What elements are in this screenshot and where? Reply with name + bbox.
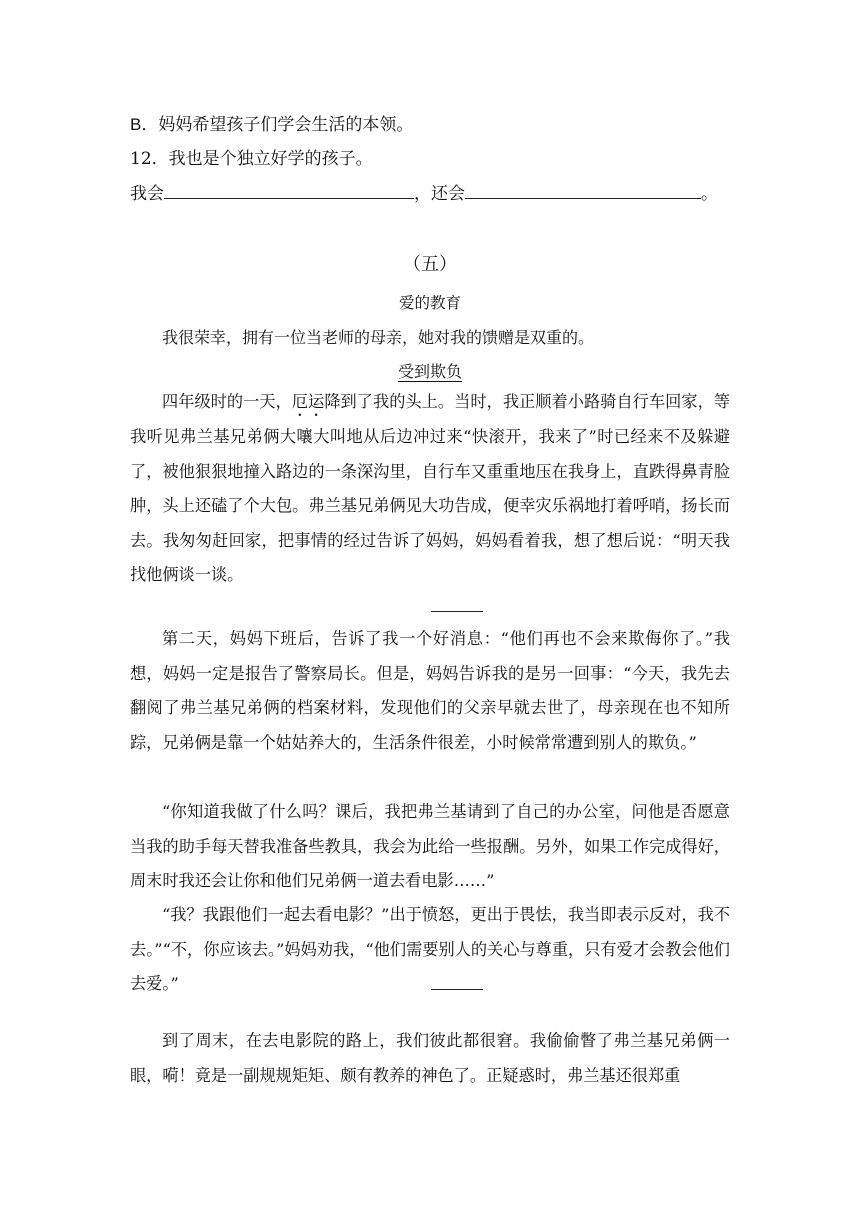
p1-after: 降到了我的头上。当时，我正顺着小路骑自行车回家，等我听见弗兰基兄弟俩大嚷大叫地从后边冲过来“快滚开，我来了”时已经来不及躲避了，被他狠狠地撞入路边的一条深沟里，自行车又重重地压在我身上，直跌得鼻青脸肿，头上还磕了个大包。弗兰基兄弟俩见大功告成，便幸灾乐祸地打着呼哨，扬长而去。我匆匆赶回家，把事情的经过告诉了妈妈，妈妈看着我，想了想后说：“明天我找他俩谈一谈。 xyxy=(130,392,731,584)
answer-prefix: 我会 xyxy=(130,184,164,204)
question-12-answer-line xyxy=(130,179,718,204)
article-title: 爱的教育 xyxy=(398,294,461,312)
answer-blank-1[interactable] xyxy=(164,184,414,199)
answer-middle: ，还会 xyxy=(414,184,465,204)
p1-dotted-word: 厄运 xyxy=(291,392,325,411)
paragraph-3: “你知道我做了什么吗？课后，我把弗兰基请到了自己的办公室，问他是否愿意当我的助手每天替我准备些教具，我会为此给一些报酬。另外，如果工作完成得好，周末时我还会让你和他们兄弟俩一道去看电影……” xyxy=(130,802,730,890)
intro-sentence: 我很荣幸，拥有一位当老师的母亲，她对我的馈赠是双重的。 xyxy=(162,328,595,347)
p1-before: 四年级时的一天， xyxy=(162,392,292,411)
paragraph-4: “我？我跟他们一起去看电影？”出于愤怒，更出于畏怯，我当即表示反对，我不去。”“不，你应该去。”妈妈劝我，“他们需要别人的关心与尊重，只有爱才会教会他们去爱。” xyxy=(130,905,730,993)
question-12-text: 12．我也是个独立好学的孩子。 xyxy=(130,149,373,169)
subheading xyxy=(0,359,860,382)
answer-end: 。 xyxy=(701,184,718,204)
blank-divider-2[interactable] xyxy=(431,989,483,990)
subheading-text: 受到欺负 xyxy=(397,362,462,381)
section-number: （五） xyxy=(403,254,457,275)
question-12 xyxy=(130,144,373,169)
paragraph-2: 第二天，妈妈下班后，告诉了我一个好消息：“他们再也不会来欺侮你了。”我想，妈妈一定是报告了警察局长。但是，妈妈告诉我的是另一回事：“今天，我先去翻阅了弗兰基兄弟俩的档案材料，发现他们的父亲早就去世了，母亲现在也不知所踪，兄弟俩是靠一个姑姑养大的，生活条件很差，小时候常常遭到别人的欺负。” xyxy=(130,629,730,752)
option-b-text: B．妈妈希望孩子们学会生活的本领。 xyxy=(130,115,414,134)
blank-divider-1[interactable] xyxy=(431,611,483,612)
answer-blank-2[interactable] xyxy=(465,184,701,199)
paragraph-1 xyxy=(130,385,730,593)
option-b xyxy=(130,110,413,135)
paragraph-5: 到了周末，在去电影院的路上，我们彼此都很窘。我偷偷瞥了弗兰基兄弟俩一眼，嗬！竟是一副规规矩矩、颇有教养的神色了。正疑惑时，弗兰基还很郑重 xyxy=(130,1031,730,1085)
